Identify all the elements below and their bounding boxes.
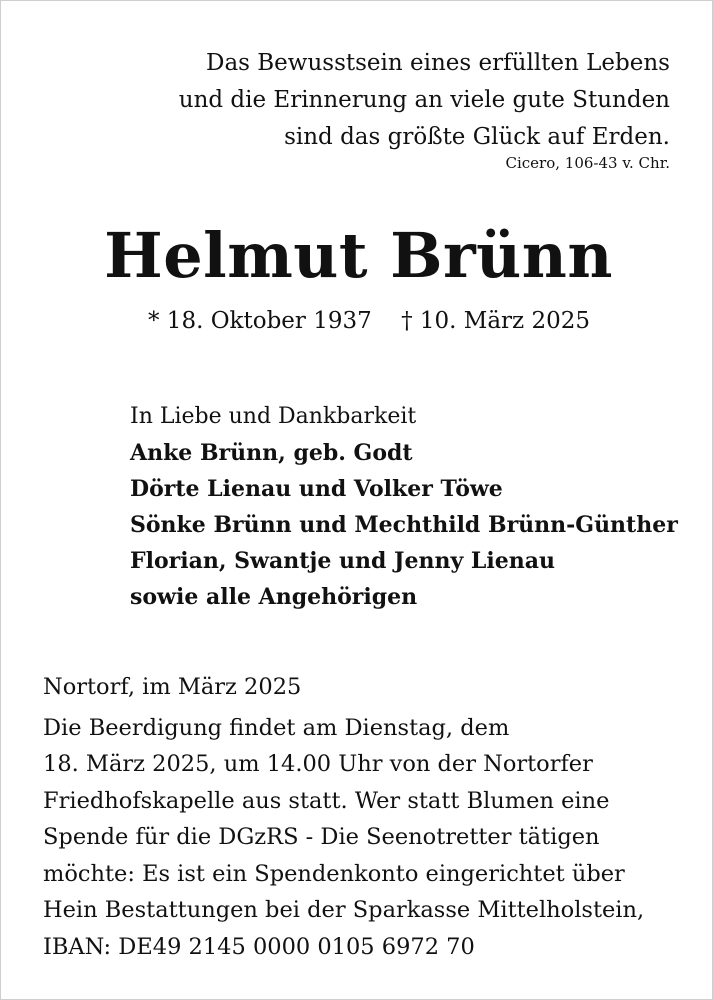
mourner-name: Anke Brünn, geb. Godt [130,440,413,466]
notice-line: 18. März 2025, um 14.00 Uhr von der Nortorfer [43,751,593,777]
funeral-notice [43,669,683,965]
mourners-intro: In Liebe und Dankbarkeit [130,404,417,429]
life-dates [148,308,590,334]
quote-line: und die Erinnerung an viele gute Stunden [178,87,670,113]
notice-line: Die Beerdigung findet am Dienstag, dem [43,714,510,741]
mourners-block [130,399,678,615]
quote-line: Das Bewusstsein eines erfüllten Lebens [206,50,670,76]
notice-line: Hein Bestattungen bei der Sparkasse Mittelholstein, [43,897,645,923]
notice-line: Spende für die DGzRS - Die Seenotretter tätigen [43,824,600,850]
mourner-name: Dörte Lienau und Volker Töwe [130,476,503,502]
place-date: Nortorf, im März 2025 [43,674,302,700]
death-date: † 10. März 2025 [401,308,590,334]
deceased-name: Helmut Brünn [104,219,613,292]
quote [110,45,670,156]
mourner-name: Florian, Swantje und Jenny Lienau [130,548,555,574]
notice-line: Friedhofskapelle aus statt. Wer statt Blumen eine [43,787,610,814]
birth-date: * 18. Oktober 1937 [148,308,372,334]
quote-attribution: Cicero, 106-43 v. Chr. [505,154,670,172]
mourner-name: Sönke Brünn und Mechthild Brünn-Günther [130,512,678,538]
mourner-name: sowie alle Angehörigen [130,584,418,610]
notice-line: möchte: Es ist ein Spendenkonto eingerichtet über [43,860,625,887]
quote-line: sind das größte Glück auf Erden. [284,124,670,150]
notice-iban: IBAN: DE49 2145 0000 0105 6972 70 [43,933,475,960]
